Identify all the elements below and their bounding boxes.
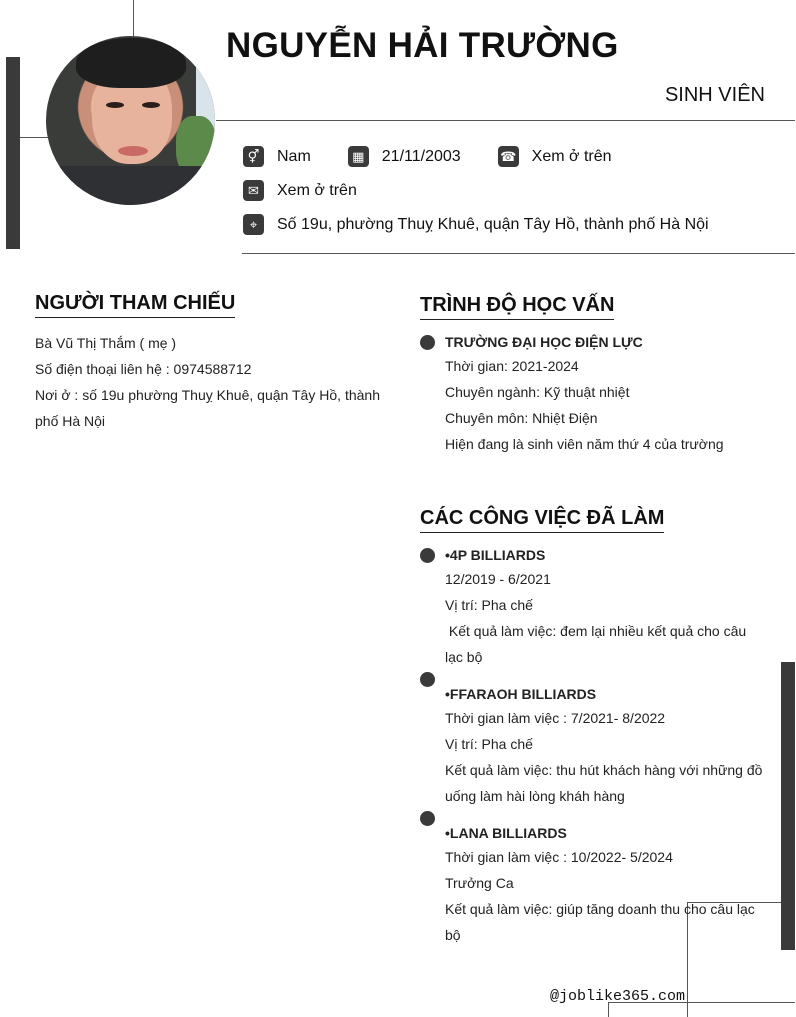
title-divider	[216, 120, 795, 121]
experience-title: CÁC CÔNG VIỆC ĐÃ LÀM	[420, 507, 664, 533]
bullet-dot	[420, 672, 435, 687]
avatar	[46, 36, 215, 205]
job-time: Thời gian làm việc : 7/2021- 8/2022	[445, 710, 666, 726]
reference-person: Bà Vũ Thị Thắm ( mẹ )	[35, 335, 177, 351]
job-result: Kết quả làm việc: giúp tăng doanh thu cho câu lạc bộ	[445, 901, 755, 943]
job-time: Thời gian làm việc : 10/2022- 5/2024	[445, 849, 673, 865]
job-position: Vị trí: Pha chế	[445, 597, 533, 613]
contact-row	[243, 146, 612, 167]
job-company: •FFARAOH BILLIARDS	[445, 686, 597, 702]
gender-value: Nam	[277, 147, 311, 165]
decor-line	[608, 1003, 609, 1017]
job-company: •4P BILLIARDS	[445, 547, 546, 563]
bullet-dot	[420, 548, 435, 563]
footer-watermark: @joblike365.com	[550, 988, 686, 1005]
decor-line	[20, 137, 48, 138]
bullet-dot	[420, 811, 435, 826]
contact-row	[243, 214, 709, 235]
reference-body	[35, 330, 380, 434]
phone-value: Xem ở trên	[531, 147, 612, 165]
mail-icon: ✉	[243, 180, 264, 201]
education-major: Chuyên ngành: Kỹ thuật nhiệt	[445, 384, 630, 400]
job-item	[445, 683, 765, 809]
education-title: TRÌNH ĐỘ HỌC VẤN	[420, 294, 614, 320]
reference-address: Nơi ở : số 19u phường Thuỵ Khuê, quận Tây Hồ, thành phố Hà Nội	[35, 387, 380, 429]
email-value: Xem ở trên	[277, 181, 357, 199]
education-body	[445, 331, 775, 457]
job-time: 12/2019 - 6/2021	[445, 571, 551, 587]
job-position: Vị trí: Pha chế	[445, 736, 533, 752]
school-name: TRƯỜNG ĐẠI HỌC ĐIỆN LỰC	[445, 334, 643, 350]
reference-phone: Số điện thoại liên hệ : 0974588712	[35, 361, 252, 377]
education-status: Hiện đang là sinh viên năm thứ 4 của trường	[445, 436, 724, 452]
bullet-dot	[420, 335, 435, 350]
calendar-icon: ▦	[348, 146, 369, 167]
phone-item	[498, 146, 612, 167]
birthday-value: 21/11/2003	[381, 147, 461, 165]
location-icon: ⌖	[243, 214, 264, 235]
address-value: Số 19u, phường Thuỵ Khuê, quận Tây Hồ, thành phố Hà Nội	[277, 215, 709, 233]
contact-row	[243, 180, 357, 201]
job-item	[445, 544, 765, 670]
education-time: Thời gian: 2021-2024	[445, 358, 579, 374]
decor-bar-left	[6, 57, 20, 249]
job-position: Trưởng Ca	[445, 875, 514, 891]
education-specialty: Chuyên môn: Nhiệt Điện	[445, 410, 598, 426]
job-result: Kết quả làm việc: thu hút khách hàng với những đồ uống làm hài lòng kháh hàng	[445, 762, 763, 804]
reference-title: NGƯỜI THAM CHIẾU	[35, 292, 235, 318]
phone-icon: ☎	[498, 146, 519, 167]
candidate-name: NGUYỄN HẢI TRƯỜNG	[226, 26, 619, 65]
birthday-item	[348, 146, 461, 167]
job-result: Kết quả làm việc: đem lại nhiều kết quả cho câu lạc bộ	[445, 623, 751, 665]
info-divider	[242, 253, 795, 254]
address-item	[243, 214, 709, 235]
job-item	[445, 822, 765, 948]
gender-item	[243, 146, 311, 167]
candidate-role: SINH VIÊN	[664, 84, 765, 106]
decor-line	[133, 0, 134, 40]
email-item	[243, 180, 357, 201]
gender-icon: ⚥	[243, 146, 264, 167]
job-company: •LANA BILLIARDS	[445, 825, 567, 841]
decor-bar-right	[781, 662, 795, 950]
